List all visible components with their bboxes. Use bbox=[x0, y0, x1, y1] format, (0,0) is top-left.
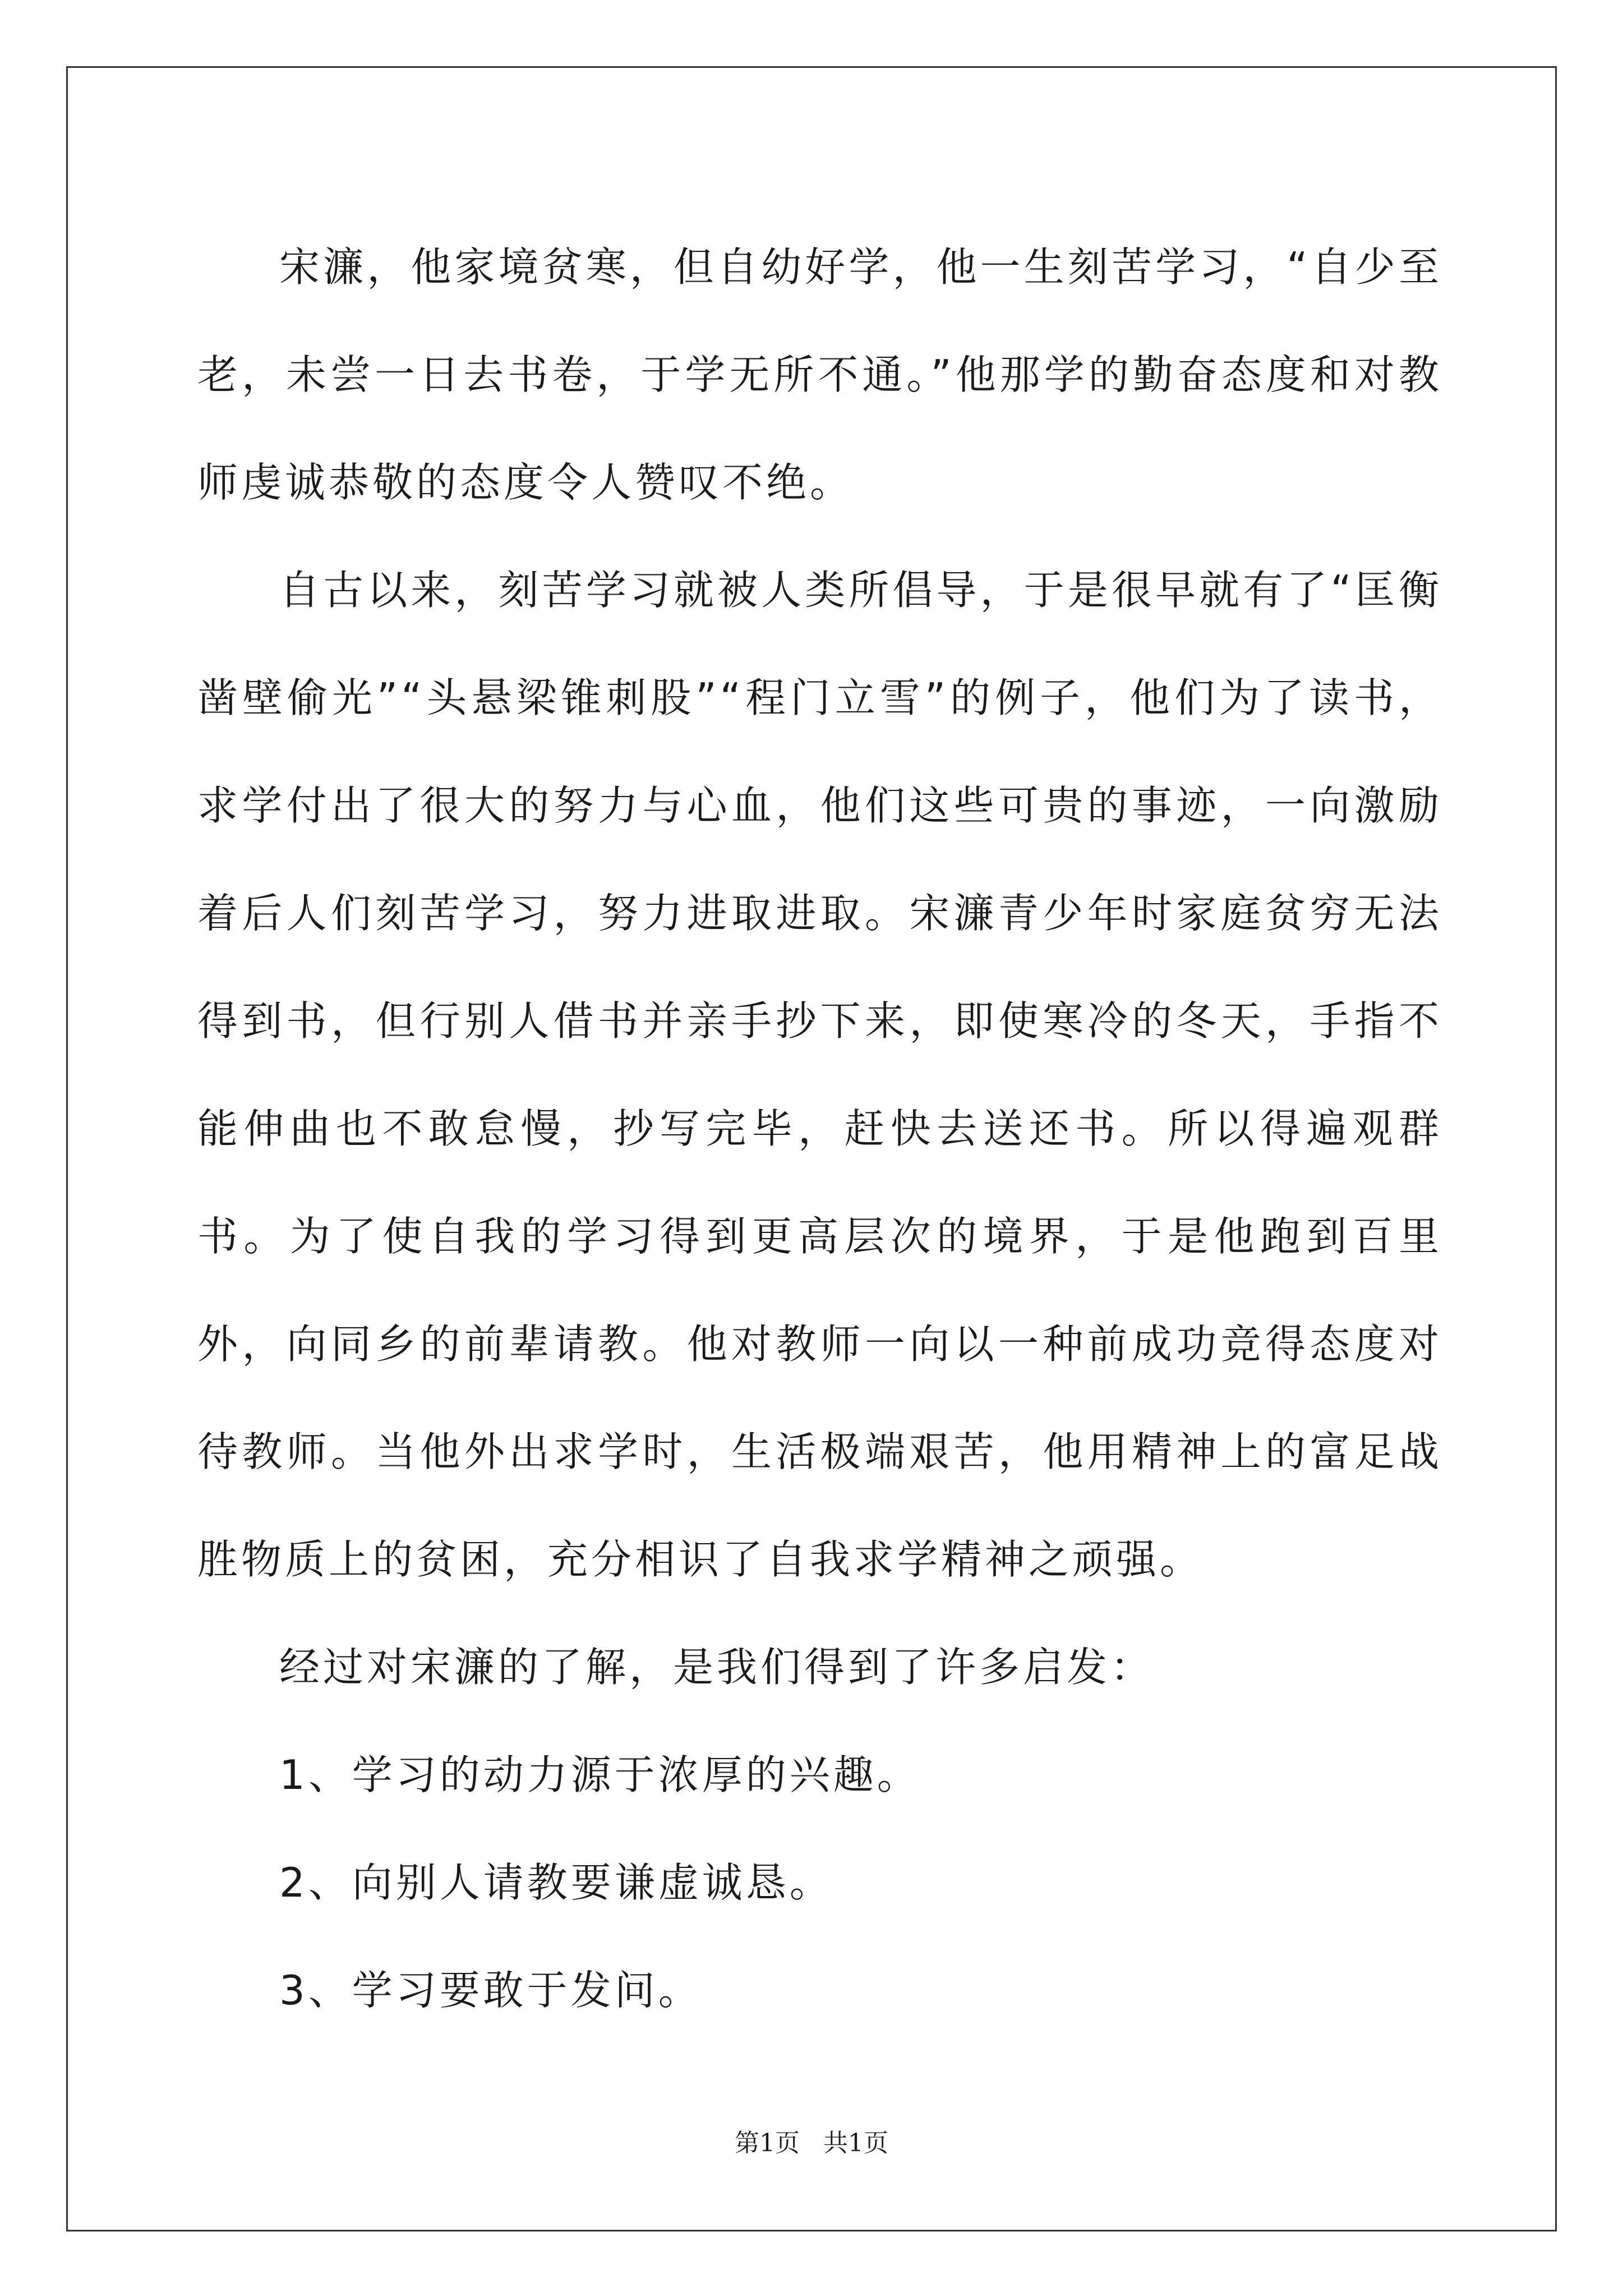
document-body bbox=[197, 213, 1442, 2044]
paragraph-song-lian-intro: 宋濂，他家境贫寒，但自幼好学，他一生刻苦学习，“自少至老，未尝一日去书卷，于学无所不通。”他那学的勤奋态度和对教师虔诚恭敬的态度令人赞叹不绝。 bbox=[197, 243, 1442, 506]
list-item-2: 2、向别人请教要谦虚诚恳。 bbox=[279, 1859, 833, 1906]
list-item-3: 3、学习要敢于发问。 bbox=[279, 1967, 702, 2014]
paragraph-diligent-study: 自古以来，刻苦学习就被人类所倡导，于是很早就有了“匡衡凿壁偷光”“头悬梁锥刺股”“程门立雪”的例子，他们为了读书，求学付出了很大的努力与心血，他们这些可贵的事迹，一向激励着后人们刻苦学习，努力进取进取。宋濂青少年时家庭贫穷无法得到书，但行别人借书并亲手抄下来，即使寒冷的冬天，手指不能伸曲也不敢怠慢，抄写完毕，赶快去送还书。所以得遍观群书。为了使自我的学习得到更高层次的境界，于是他跑到百里外，向同乡的前辈请教。他对教师一向以一种前成功竞得态度对待教师。当他外出求学时，生活极端艰苦，他用精神上的富足战胜物质上的贫困，充分相识了自我求学精神之顽强。 bbox=[197, 567, 1442, 1583]
page-footer: 第1页 共1页 bbox=[735, 2129, 888, 2157]
paragraph-inspiration: 经过对宋濂的了解，是我们得到了许多启发： bbox=[279, 1644, 1155, 1691]
list-item-1: 1、学习的动力源于浓厚的兴趣。 bbox=[279, 1751, 921, 1798]
